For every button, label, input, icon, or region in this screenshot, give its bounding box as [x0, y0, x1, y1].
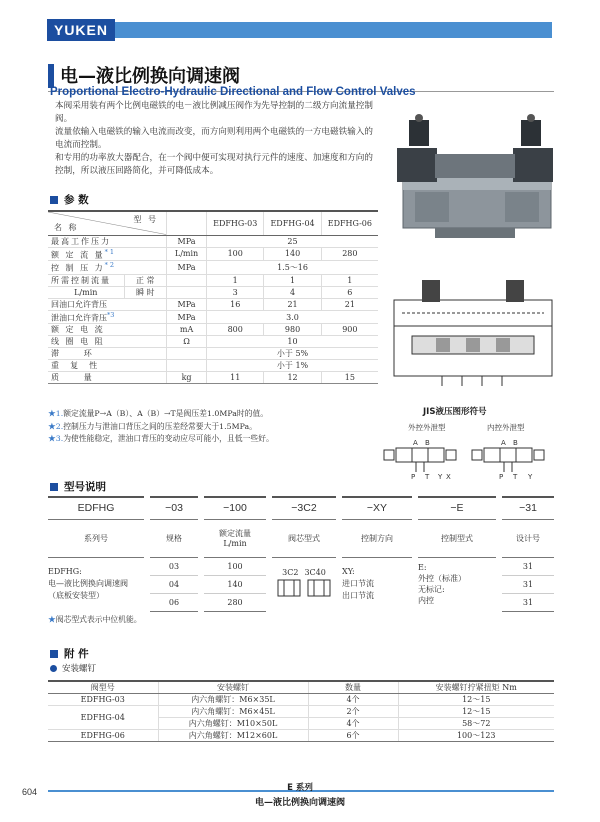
row-value: 3.0: [207, 310, 378, 324]
row-value: 21: [264, 298, 321, 310]
accessories-table: [48, 680, 554, 742]
qty-cell: 4个: [308, 694, 398, 706]
row-value: 4: [264, 286, 321, 298]
code-spool: −3C2: [272, 497, 336, 519]
row-value: 140: [264, 247, 321, 261]
bolt-cell: 内六角螺钉：M12×60L: [158, 730, 308, 742]
footnote-marker: *2: [104, 261, 117, 270]
port-a-label: A: [413, 439, 418, 447]
note-text: 阀芯型式表示中位机能。: [55, 615, 142, 624]
code-control: −E: [418, 497, 496, 519]
row-label: 质 量: [48, 372, 167, 384]
control-desc: 内控: [418, 596, 434, 606]
footnote-marker: *3: [107, 310, 115, 319]
row-label: L/min: [48, 286, 124, 298]
model-cell: EDFHG-04: [48, 706, 158, 730]
code-design: −31: [502, 497, 554, 519]
flow-value: 100: [204, 557, 266, 575]
note-line: [48, 421, 368, 434]
model-note: [48, 614, 142, 625]
port-t-label: T: [513, 473, 518, 480]
note-text: 为使性能稳定，泄油口背压的变动应尽可能小，且低一些好。: [63, 434, 274, 443]
jis-internal-label: 内控外泄型: [487, 423, 525, 432]
design-value: 31: [502, 593, 554, 611]
row-value: 900: [321, 324, 378, 336]
header-bar: [47, 22, 552, 38]
series-description: [48, 557, 144, 611]
port-y-label: Y: [438, 473, 443, 480]
brand-logo: YUKEN: [47, 19, 115, 41]
row-value: 1.5～16: [207, 261, 378, 275]
row-value: 6: [321, 286, 378, 298]
series-desc-line: 电—液比例换向调速阀: [48, 579, 128, 589]
row-value: 280: [321, 247, 378, 261]
body-gap: [266, 575, 272, 593]
series-desc-line: （底板安装型）: [48, 591, 104, 601]
control-code: E:: [418, 563, 427, 573]
footer-title: 电—液比例换向调速阀: [254, 798, 345, 808]
note-marker: ★2.: [48, 421, 64, 431]
note-marker: ★1.: [48, 409, 64, 418]
table-row: [48, 694, 554, 706]
row-label: 重 复 性: [48, 360, 167, 372]
row-unit: Ω: [167, 336, 207, 348]
note-line: [48, 433, 368, 446]
note-marker: ★3.: [48, 434, 64, 443]
name-control: 控制型式: [418, 519, 496, 557]
bolt-cell: 内六角螺钉：M6×35L: [158, 694, 308, 706]
spec-notes: [48, 408, 368, 446]
table-row: [48, 360, 378, 372]
table-row: [48, 261, 378, 275]
jis-symbol-internal: [464, 432, 556, 480]
control-code: 无标记:: [418, 585, 445, 595]
port-a-label: A: [501, 439, 506, 447]
direction-option: 进口节流: [342, 579, 374, 589]
spec-section-label: 参 数: [64, 194, 89, 206]
row-label: 泄油口允许背压: [51, 313, 107, 323]
flow-value: 140: [204, 575, 266, 593]
row-label: 所需控制流量: [48, 274, 124, 286]
direction-cell: [342, 557, 412, 611]
section-marker: [50, 650, 58, 658]
row-label-cell: [48, 310, 167, 324]
code-size: −03: [150, 497, 198, 519]
section-marker: [50, 196, 58, 204]
name-flow: 额定流量 L/min: [204, 519, 266, 557]
header-model: 型 号: [133, 215, 159, 224]
spool-type: 3C2: [282, 567, 299, 577]
accessories-subtitle-label: 安装螺钉: [62, 664, 97, 674]
qty-cell: 6个: [308, 730, 398, 742]
row-value: 3: [207, 286, 264, 298]
note-text: 控制压力与泄油口背压之间的压差经常要大于1.5MPa。: [63, 421, 257, 431]
jis-symbol-external: [380, 432, 466, 480]
name-series: 系列号: [48, 519, 144, 557]
table-header-row: [48, 681, 554, 694]
table-row: [48, 372, 378, 384]
model-code-row: [48, 497, 554, 519]
footer-series: E 系列: [287, 783, 313, 793]
bolt-cell: 内六角螺钉：M6×45L: [158, 706, 308, 718]
header-unit: [167, 211, 207, 235]
series-desc-line: EDFHG:: [48, 567, 82, 577]
table-row: [48, 274, 378, 286]
name-spool: 阀芯型式: [272, 519, 336, 557]
table-row: [48, 310, 378, 324]
table-row: [48, 324, 378, 336]
jis-external-label: 外控外泄型: [408, 423, 446, 432]
row-value: 12: [264, 372, 321, 384]
direction-code: XY:: [342, 567, 355, 577]
row-value: 25: [207, 235, 378, 247]
product-photo: [395, 108, 555, 256]
spool-labels: [272, 568, 336, 577]
row-value: 100: [207, 247, 264, 261]
row-sublabel: 瞬 时: [124, 286, 167, 298]
port-b-label: B: [513, 439, 518, 447]
port-x-label: X: [446, 473, 451, 480]
intro-paragraph: 和专用的功率放大器配合，在一个阀中便可实现对执行元件的速度、加速度和方向的控制，所以液压回路简化，并可降低成本。: [55, 153, 373, 176]
code-series: EDFHG: [48, 497, 144, 519]
direction-option: 出口节流: [342, 591, 374, 601]
model-section-title: [50, 479, 106, 494]
size-value: 06: [150, 593, 198, 611]
row-label-cell: [48, 261, 167, 275]
intro-text: [55, 100, 380, 178]
table-row: [48, 348, 378, 360]
section-marker: [50, 483, 58, 491]
note-marker: ★: [48, 615, 56, 624]
row-label: 控 制 压 力: [51, 263, 105, 273]
header-model-03: EDFHG-03: [207, 211, 264, 235]
torque-cell: 12～15: [398, 706, 554, 718]
spec-corner-header: [48, 211, 167, 235]
size-value: 04: [150, 575, 198, 593]
intro-paragraph: 流量依输入电磁铁的输入电流而改变，而方向则利用两个电磁铁的一方电磁铁输入的电流而控制。: [55, 127, 373, 150]
page-subtitle: Proportional Electro-Hydraulic Directional and Flow Control Valves: [50, 86, 416, 98]
torque-cell: 100～123: [398, 730, 554, 742]
qty-cell: 2个: [308, 706, 398, 718]
name-design: 设计号: [502, 519, 554, 557]
port-t-label: T: [425, 473, 430, 480]
control-desc: 外控（标准）: [418, 574, 466, 584]
model-section-label: 型号说明: [64, 481, 106, 493]
model-code-table: [48, 496, 554, 612]
header-qty: 数量: [308, 681, 398, 694]
spec-table: [48, 210, 378, 384]
row-unit: MPa: [167, 235, 207, 247]
name-direction: 控制方向: [342, 519, 412, 557]
spec-section-title: [50, 192, 89, 207]
row-label: 线 圈 电 阻: [48, 336, 167, 348]
control-cell: [418, 557, 496, 611]
header-model: 阀型号: [48, 681, 158, 694]
row-value: 16: [207, 298, 264, 310]
code-flow: −100: [204, 497, 266, 519]
row-sublabel: 正 常: [124, 274, 167, 286]
row-value: 小于 5%: [207, 348, 378, 360]
table-header-row: [48, 211, 378, 235]
note-text: 额定流量P→A（B）、A（B）→T是阀压差1.0MPa时的值。: [63, 409, 269, 418]
bullet-icon: [50, 665, 57, 672]
section-drawing: [392, 278, 554, 388]
title-marker: [48, 64, 54, 88]
row-value: 小于 1%: [207, 360, 378, 372]
model-cell: EDFHG-06: [48, 730, 158, 742]
port-p-label: P: [411, 473, 416, 480]
table-row: [48, 336, 378, 348]
row-value: 980: [264, 324, 321, 336]
page-number: 604: [22, 787, 38, 797]
row-value: 1: [321, 274, 378, 286]
row-value: 10: [207, 336, 378, 348]
port-y-label: Y: [528, 473, 533, 480]
row-value: 21: [321, 298, 378, 310]
row-value: 800: [207, 324, 264, 336]
row-unit: MPa: [167, 310, 207, 324]
spool-symbols: [276, 577, 332, 599]
row-unit: kg: [167, 372, 207, 384]
row-value: 1: [207, 274, 264, 286]
spool-type: 3C40: [304, 567, 326, 577]
row-unit: MPa: [167, 298, 207, 310]
row-label: 最高工作压力: [48, 235, 167, 247]
row-label: 额 定 电 流: [48, 324, 167, 336]
torque-cell: 58～72: [398, 718, 554, 730]
header-model-06: EDFHG-06: [321, 211, 378, 235]
header-model-04: EDFHG-04: [264, 211, 321, 235]
design-value: 31: [502, 557, 554, 575]
code-direction: −XY: [342, 497, 412, 519]
row-unit: L/min: [167, 247, 207, 261]
row-label: 回油口允许背压: [48, 298, 167, 310]
model-name-row: [48, 519, 554, 557]
accessories-section-label: 附 件: [64, 648, 89, 660]
spool-cell: [272, 557, 336, 611]
torque-cell: 12～15: [398, 694, 554, 706]
footnote-marker: *1: [104, 247, 117, 256]
model-row: [48, 557, 554, 575]
row-value: 1: [264, 274, 321, 286]
port-p-label: P: [499, 473, 504, 480]
table-row: [48, 286, 378, 298]
header-name: 名 称: [54, 222, 79, 232]
table-row: [48, 730, 554, 742]
table-row: [48, 298, 378, 310]
row-label: 滞 环: [48, 348, 167, 360]
table-row: [48, 235, 378, 247]
row-value: 11: [207, 372, 264, 384]
design-value: 31: [502, 575, 554, 593]
bolt-cell: 内六角螺钉：M10×50L: [158, 718, 308, 730]
accessories-subtitle: [50, 662, 96, 674]
header-torque: 安装螺钉拧紧扭矩 Nm: [398, 681, 554, 694]
header-bolt: 安装螺钉: [158, 681, 308, 694]
table-row: [48, 706, 554, 718]
body-gap: [266, 593, 272, 611]
model-cell: EDFHG-03: [48, 694, 158, 706]
intro-paragraph: 本阀采用装有两个比例电磁铁的电－液比例减压阀作为先导控制的二级方向流量控制阀。: [55, 101, 373, 124]
accessories-section-title: [50, 646, 89, 661]
row-value: 15: [321, 372, 378, 384]
row-unit: MPa: [167, 261, 207, 275]
flow-value: 280: [204, 593, 266, 611]
row-unit: [167, 348, 207, 360]
page-title: 电—液比例换向调速阀: [60, 66, 240, 87]
jis-symbol-title: JIS液压图形符号: [423, 407, 487, 417]
size-value: 03: [150, 557, 198, 575]
row-unit: [167, 286, 207, 298]
row-unit: [167, 360, 207, 372]
row-label: 额 定 流 量: [51, 250, 105, 260]
table-row: [48, 247, 378, 261]
row-unit: [167, 274, 207, 286]
row-label-cell: [48, 247, 167, 261]
port-b-label: B: [425, 439, 430, 447]
note-line: [48, 408, 368, 421]
name-size: 规格: [150, 519, 198, 557]
row-unit: mA: [167, 324, 207, 336]
qty-cell: 4个: [308, 718, 398, 730]
